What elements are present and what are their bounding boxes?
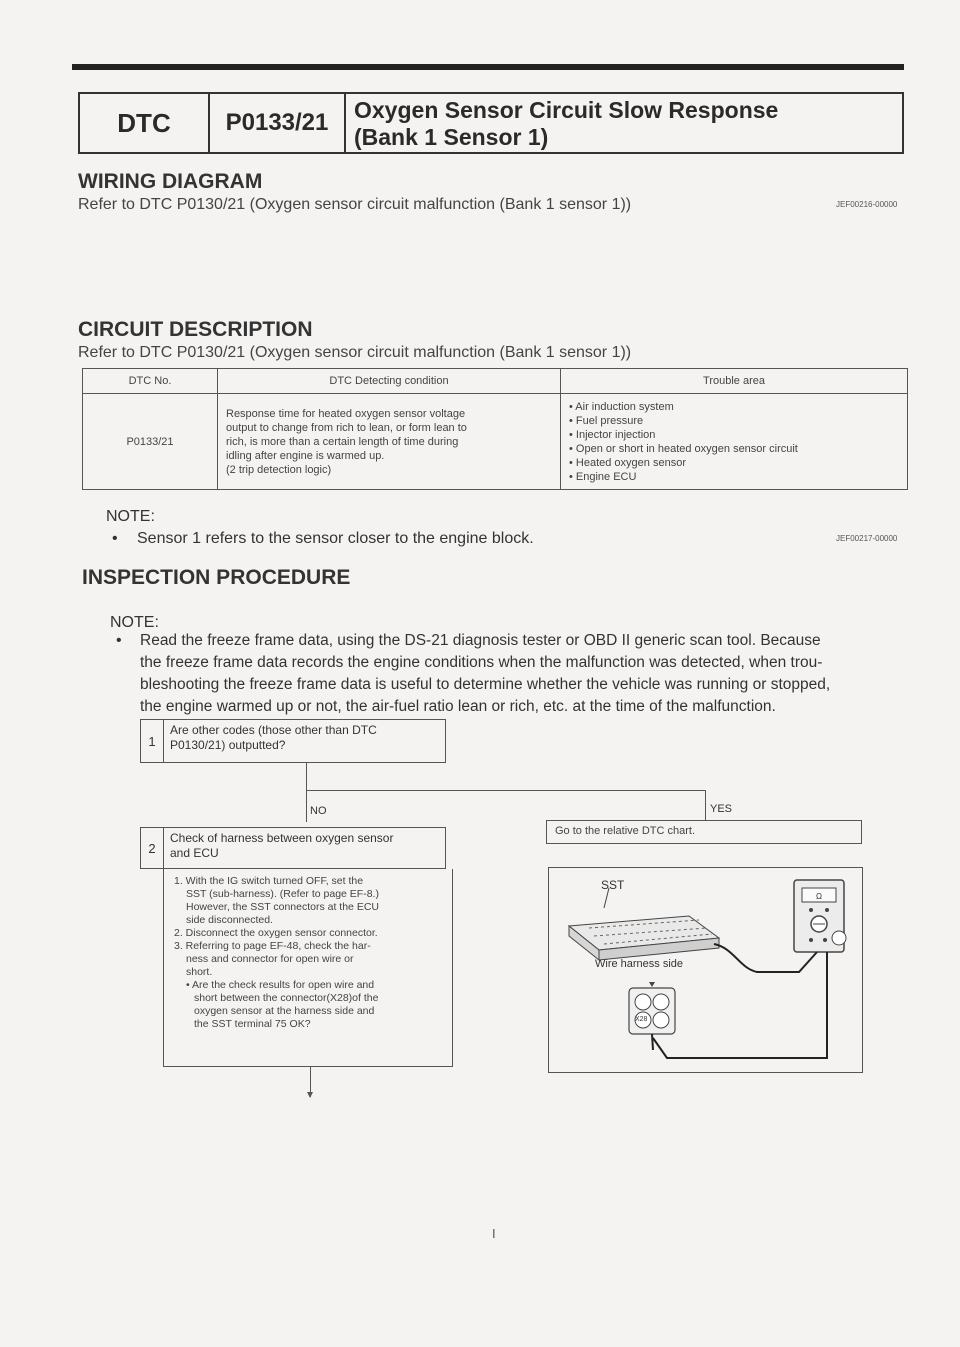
flow-yes-box: Go to the relative DTC chart.	[546, 820, 862, 844]
step-1-text	[164, 720, 383, 762]
instruction-line: • Are the check results for open wire and	[186, 979, 375, 991]
instruction-line: SST (sub-harness). (Refer to page EF-8.)	[186, 888, 379, 900]
dtc-header	[78, 92, 904, 154]
trouble-item: • Air induction system	[569, 400, 674, 413]
inspection-note-line: Read the freeze frame data, using the DS-21 diagnosis tester or OBD II generic scan tool. Because	[140, 632, 821, 649]
instruction-line: short between the connector(X28)of the	[194, 992, 379, 1004]
inspection-heading: INSPECTION PROCEDURE	[82, 566, 351, 589]
trouble-item: • Open or short in heated oxygen sensor circuit	[569, 442, 798, 455]
condition-line: idling after engine is warmed up.	[226, 449, 385, 462]
flow-step-2	[140, 827, 446, 869]
circuit-ref: Refer to DTC P0130/21 (Oxygen sensor circuit malfunction (Bank 1 sensor 1))	[78, 344, 632, 361]
dtc-title-line2: (Bank 1 Sensor 1)	[354, 124, 549, 150]
condition-line: (2 trip detection logic)	[226, 463, 332, 476]
cell-trouble-area	[561, 394, 908, 490]
flow-no-label: NO	[310, 805, 327, 817]
condition-line: rich, is more than a certain length of time during	[226, 435, 459, 448]
trouble-item: • Fuel pressure	[569, 414, 644, 427]
cell-dtc-no: P0133/21	[83, 394, 218, 490]
inspection-note-line: the engine warmed up or not, the air-fuel ratio lean or rich, etc. at the time of the malfunction.	[140, 698, 776, 715]
trouble-item: • Engine ECU	[569, 470, 637, 483]
instruction-line: oxygen sensor at the harness side and	[194, 1005, 375, 1017]
instruction-line: ness and connector for open wire or	[186, 953, 354, 965]
sst-connector-icon	[569, 916, 719, 960]
wiring-ref: Refer to DTC P0130/21 (Oxygen sensor circuit malfunction (Bank 1 sensor 1))	[78, 196, 632, 213]
dtc-title-line1: Oxygen Sensor Circuit Slow Response	[354, 97, 779, 123]
th-trouble-area: Trouble area	[561, 369, 908, 394]
page-number: I	[492, 1226, 496, 1241]
inspection-note-text	[140, 630, 920, 718]
harness-side-label: Wire harness side	[595, 958, 684, 970]
instruction-line: 3. Referring to page EF-48, check the har-	[174, 940, 371, 952]
sst-label: SST	[601, 878, 625, 892]
flow-step-1	[140, 719, 446, 763]
instruction-line: side disconnected.	[186, 914, 273, 926]
flow-line-no	[306, 763, 307, 822]
instruction-line: However, the SST connectors at the ECU	[186, 901, 379, 913]
wiring-heading: WIRING DIAGRAM	[78, 170, 263, 193]
cell-condition	[218, 394, 561, 490]
circuit-note-bullet: •	[112, 530, 118, 547]
flow-line-yes	[705, 790, 706, 820]
step-1-line: P0130/21) outputted?	[170, 738, 286, 752]
instruction-line: short.	[186, 966, 213, 978]
trouble-item: • Heated oxygen sensor	[569, 456, 686, 469]
wiring-code: JEF00216-00000	[836, 200, 898, 209]
dtc-title	[346, 94, 902, 152]
dtc-label: DTC	[80, 94, 210, 152]
sst-diagram-illustration	[549, 868, 862, 1072]
circuit-note-text: Sensor 1 refers to the sensor closer to the engine block.	[137, 530, 534, 547]
flow-line-branch	[306, 790, 706, 791]
condition-line: Response time for heated oxygen sensor voltage	[226, 407, 466, 420]
trouble-item: • Injector injection	[569, 428, 656, 441]
multimeter-icon	[794, 880, 846, 952]
meter-display-text: Ω	[816, 892, 822, 901]
step-1-line: Are other codes (those other than DTC	[170, 723, 377, 737]
dtc-table	[82, 368, 908, 490]
inspection-note-line: bleshooting the freeze frame data is useful to determine whether the vehicle was running or stopped,	[140, 676, 831, 693]
instruction-line: 2. Disconnect the oxygen sensor connector.	[174, 927, 378, 939]
step-1-number: 1	[141, 720, 164, 762]
step-2-text	[164, 828, 399, 868]
arrow-down-icon	[307, 1092, 313, 1098]
connector-x28-label: X28	[635, 1016, 648, 1023]
step-2-line: and ECU	[170, 846, 219, 860]
flow-yes-label: YES	[710, 803, 733, 815]
th-condition: DTC Detecting condition	[218, 369, 561, 394]
inspection-note-bullet: •	[116, 632, 122, 649]
step-2-line: Check of harness between oxygen sensor	[170, 831, 394, 845]
circuit-note-label: NOTE:	[106, 508, 155, 525]
circuit-heading: CIRCUIT DESCRIPTION	[78, 318, 313, 341]
instruction-line: the SST terminal 75 OK?	[194, 1018, 311, 1030]
inspection-note-line: the freeze frame data records the engine conditions when the malfunction was detected, when trou-	[140, 654, 823, 671]
step-2-instructions	[163, 869, 453, 1067]
circuit-code: JEF00217-00000	[836, 534, 898, 543]
top-rule	[72, 64, 904, 70]
dtc-code: P0133/21	[210, 94, 346, 152]
condition-line: output to change from rich to lean, or form lean to	[226, 421, 467, 434]
inspection-note-label: NOTE:	[110, 614, 159, 631]
th-dtc-no: DTC No.	[83, 369, 218, 394]
sst-diagram	[548, 867, 863, 1073]
step-2-number: 2	[141, 828, 164, 868]
instruction-line: 1. With the IG switch turned OFF, set the	[174, 875, 364, 887]
